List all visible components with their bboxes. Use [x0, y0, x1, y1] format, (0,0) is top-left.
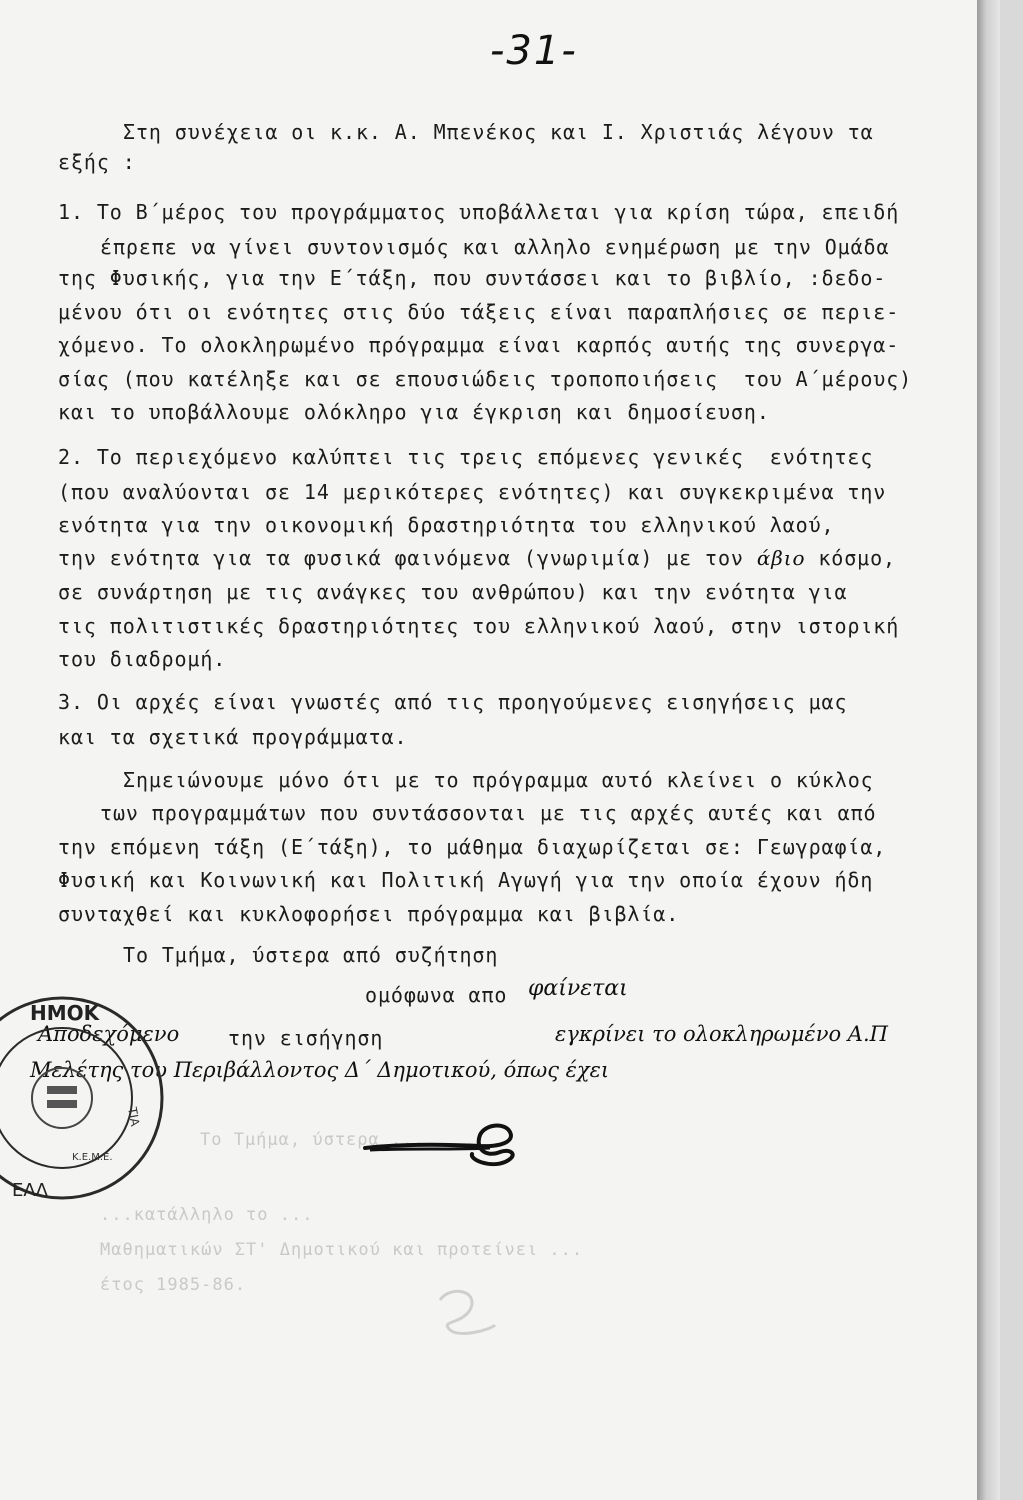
decision-line-1: Το Τμήμα, ύστερα από συζήτηση: [123, 943, 499, 967]
handwritten-line-2: Μελέτης του Περιβάλλοντος Δ΄ Δημοτικού, όπως έχει: [30, 1058, 610, 1082]
item-3-line-2: και τα σχετικά προγράμματα.: [58, 725, 408, 749]
page-number: -31-: [490, 28, 578, 74]
item-2-line-2: (που αναλύονται σε 14 μερικότερες ενότητες) και συγκεκριμένα την: [58, 480, 887, 504]
intro-line-2: εξής :: [58, 150, 136, 174]
note-line-3: την επόμενη τάξη (Ε΄τάξη), το μάθημα διαχωρίζεται σε: Γεωγραφία,: [58, 835, 887, 859]
svg-text:Κ.Ε.Μ.Ε.: Κ.Ε.Μ.Ε.: [72, 1152, 113, 1163]
bleed-through-text-4: έτος 1985-86.: [100, 1275, 247, 1295]
item-2-line-6: τις πολιτιστικές δραστηριότητες του ελληνικού λαού, στην ιστορική: [58, 614, 900, 638]
item-1-line-1: 1. Το Β΄μέρος του προγράμματος υποβάλλεται για κρίση τώρα, επειδή: [58, 200, 900, 224]
item-1-line-7: και το υποβάλλουμε ολόκληρο για έγκριση και δημοσίευση.: [58, 400, 770, 424]
item-1-line-2: έπρεπε να γίνει συντονισμός και αλληλο ενημέρωση με την Ομάδα: [100, 235, 890, 259]
item-2-line-3: ενότητα για την οικονομική δραστηριότητα του ελληνικού λαού,: [58, 513, 835, 537]
decision-line-2: ομόφωνα απο: [365, 983, 508, 1007]
bleed-through-text-1: Το Τμήμα, ύστερα ...: [200, 1130, 425, 1150]
handwritten-line-1-end: εγκρίνει το ολοκληρωμένο Α.Π: [555, 1022, 888, 1046]
svg-text:ΕΛΛ: ΕΛΛ: [12, 1180, 48, 1201]
handwritten-line-1-start: Αποδεχόμενο: [38, 1022, 180, 1046]
svg-text:ΗΜΟΚ: ΗΜΟΚ: [30, 1001, 100, 1025]
faint-bleed-mark: [420, 1280, 510, 1340]
item-1-line-3: της Φυσικής, για την Ε΄τάξη, που συντάσσει και το βιβλίο, :δεδο-: [58, 266, 887, 290]
official-stamp: [0, 988, 172, 1208]
item-2-line-7: του διαδρομή.: [58, 647, 227, 671]
svg-text:ΤΙΑ: ΤΙΑ: [125, 1106, 143, 1128]
item-1-line-5: χόμενο. Το ολοκληρωμένο πρόγραμμα είναι καρπός αυτής της συνεργα-: [58, 333, 900, 357]
signature: [360, 1110, 530, 1170]
item-2-line-4: την ενότητα για τα φυσικά φαινόμενα (γνωριμία) με τον άβιο κόσμο,: [58, 546, 896, 570]
handwritten-insert-abiotic: άβιο: [756, 546, 806, 570]
note-line-2: των προγραμμάτων που συντάσσονται με τις αρχές αυτές και από: [100, 801, 877, 825]
note-line-5: συνταχθεί και κυκλοφορήσει πρόγραμμα και βιβλία.: [58, 902, 680, 926]
bleed-through-text-2: ...κατάλληλο το ...: [100, 1205, 314, 1225]
item-1-line-6: σίας (που κατέληξε και σε επουσιώδεις τροποποιήσεις του Α΄μέρους): [58, 367, 913, 391]
typed-fragment-eisigisi: την εισήγηση: [228, 1026, 384, 1050]
binding-edge: [977, 0, 1000, 1500]
note-line-4: Φυσική και Κοινωνική και Πολιτική Αγωγή για την οποία έχουν ήδη: [58, 868, 874, 892]
bleed-through-text-3: Μαθηματικών ΣΤ' Δημοτικού και προτείνει ...: [100, 1240, 584, 1260]
handwritten-decision-word: φαίνεται: [528, 976, 628, 1001]
note-line-1: Σημειώνουμε μόνο ότι με το πρόγραμμα αυτό κλείνει ο κύκλος: [123, 768, 874, 792]
item-1-line-4: μένου ότι οι ενότητες στις δύο τάξεις είναι παραπλήσιες σε περιε-: [58, 300, 900, 324]
intro-line-1: Στη συνέχεια οι κ.κ. Α. Μπενέκος και Ι. Χριστιάς λέγουν τα: [123, 120, 874, 144]
item-3-line-1: 3. Οι αρχές είναι γνωστές από τις προηγούμενες εισηγήσεις μας: [58, 690, 848, 714]
item-2-line-1: 2. Το περιεχόμενο καλύπτει τις τρεις επόμενες γενικές ενότητες: [58, 445, 874, 469]
item-2-line-5: σε συνάρτηση με τις ανάγκες του ανθρώπου) και την ενότητα για: [58, 580, 848, 604]
